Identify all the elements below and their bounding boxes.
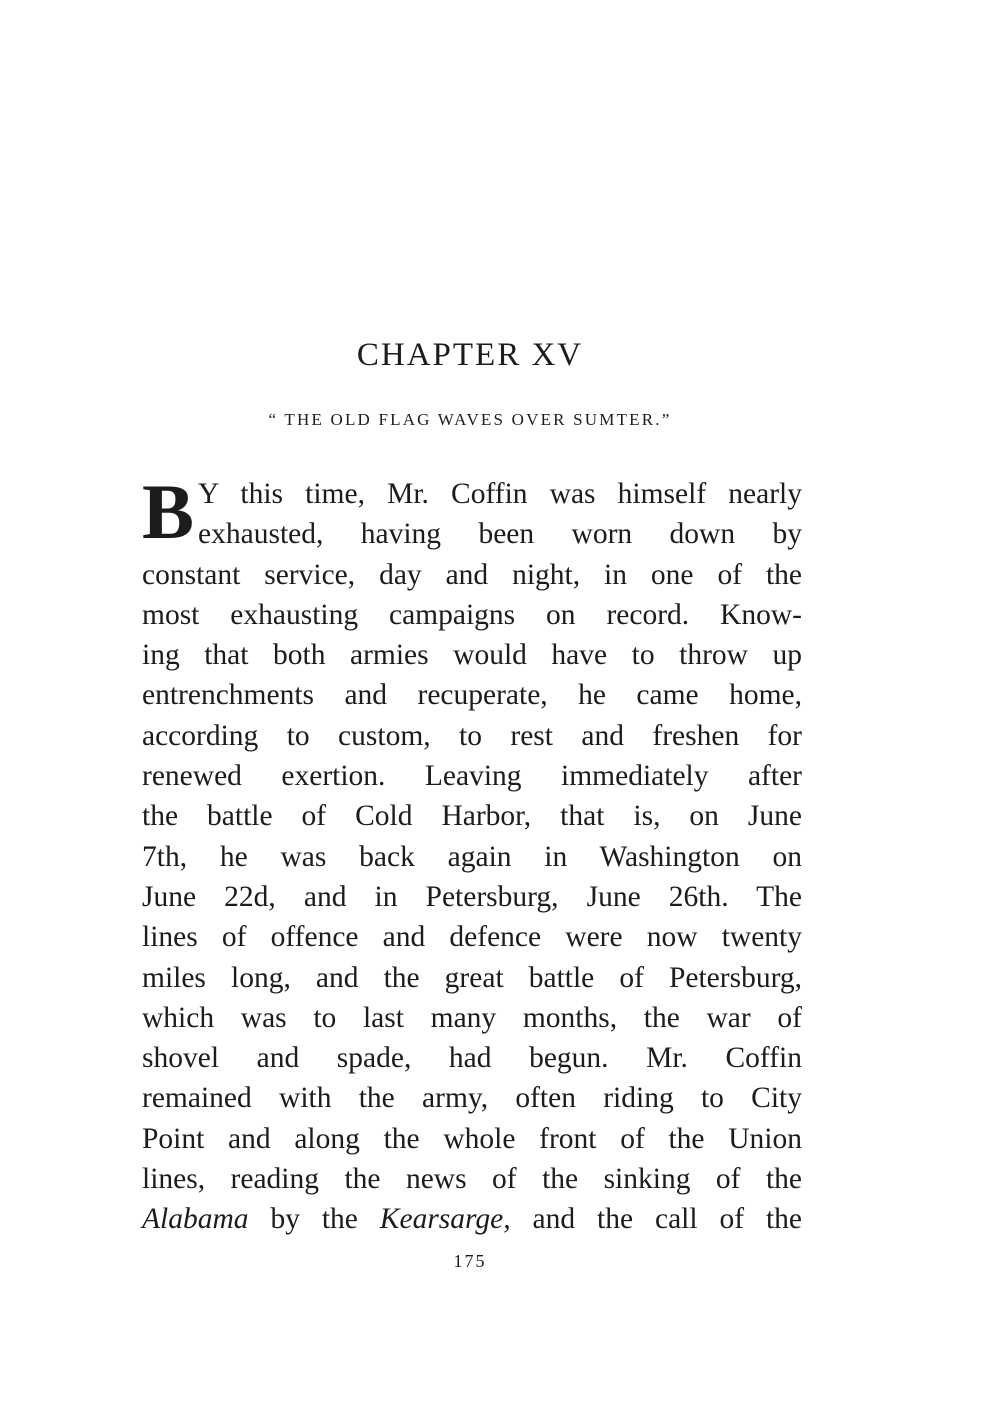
text-line: entrenchments and recuperate, he came home, xyxy=(142,679,802,712)
text-fragment: by the xyxy=(270,1203,358,1236)
text-line: the battle of Cold Harbor, that is, on June xyxy=(142,800,802,833)
drop-cap: B xyxy=(142,468,195,555)
text-line: constant service, day and night, in one of the xyxy=(142,558,802,591)
text-line: exhausted, having been worn down by xyxy=(198,518,802,551)
text-line-last xyxy=(142,1199,802,1239)
text-line: ing that both armies would have to throw up xyxy=(142,639,802,672)
text-line: Point and along the whole front of the Union xyxy=(142,1122,802,1155)
text-line: 7th, he was back again in Washington on xyxy=(142,840,802,873)
text-line: most exhausting campaigns on record. Know- xyxy=(142,598,802,631)
text-line: remained with the army, often riding to City xyxy=(142,1082,802,1115)
text-line: which was to last many months, the war of xyxy=(142,1001,802,1034)
text-line: shovel and spade, had begun. Mr. Coffin xyxy=(142,1042,802,1075)
body-text xyxy=(142,468,802,1240)
chapter-title: CHAPTER XV xyxy=(356,337,584,373)
ship-name-alabama: Alabama xyxy=(142,1203,249,1236)
text-line: lines of offence and defence were now twenty xyxy=(142,921,802,954)
text-fragment: and the call of the xyxy=(532,1203,802,1236)
text-line: miles long, and the great battle of Petersburg, xyxy=(142,961,802,994)
text-line: renewed exertion. Leaving immediately after xyxy=(142,760,802,793)
page-number: 175 xyxy=(453,1251,487,1271)
text-line: June 22d, and in Petersburg, June 26th. The xyxy=(142,880,802,913)
chapter-subtitle: “ THE OLD FLAG WAVES OVER SUMTER.” xyxy=(268,410,672,429)
ship-name-kearsarge: Kearsarge, xyxy=(379,1203,511,1236)
text-line: according to custom, to rest and freshen for xyxy=(142,719,802,752)
text-line: Y this time, Mr. Coffin was himself nearly xyxy=(198,478,802,510)
text-line: lines, reading the news of the sinking of the xyxy=(142,1163,802,1196)
